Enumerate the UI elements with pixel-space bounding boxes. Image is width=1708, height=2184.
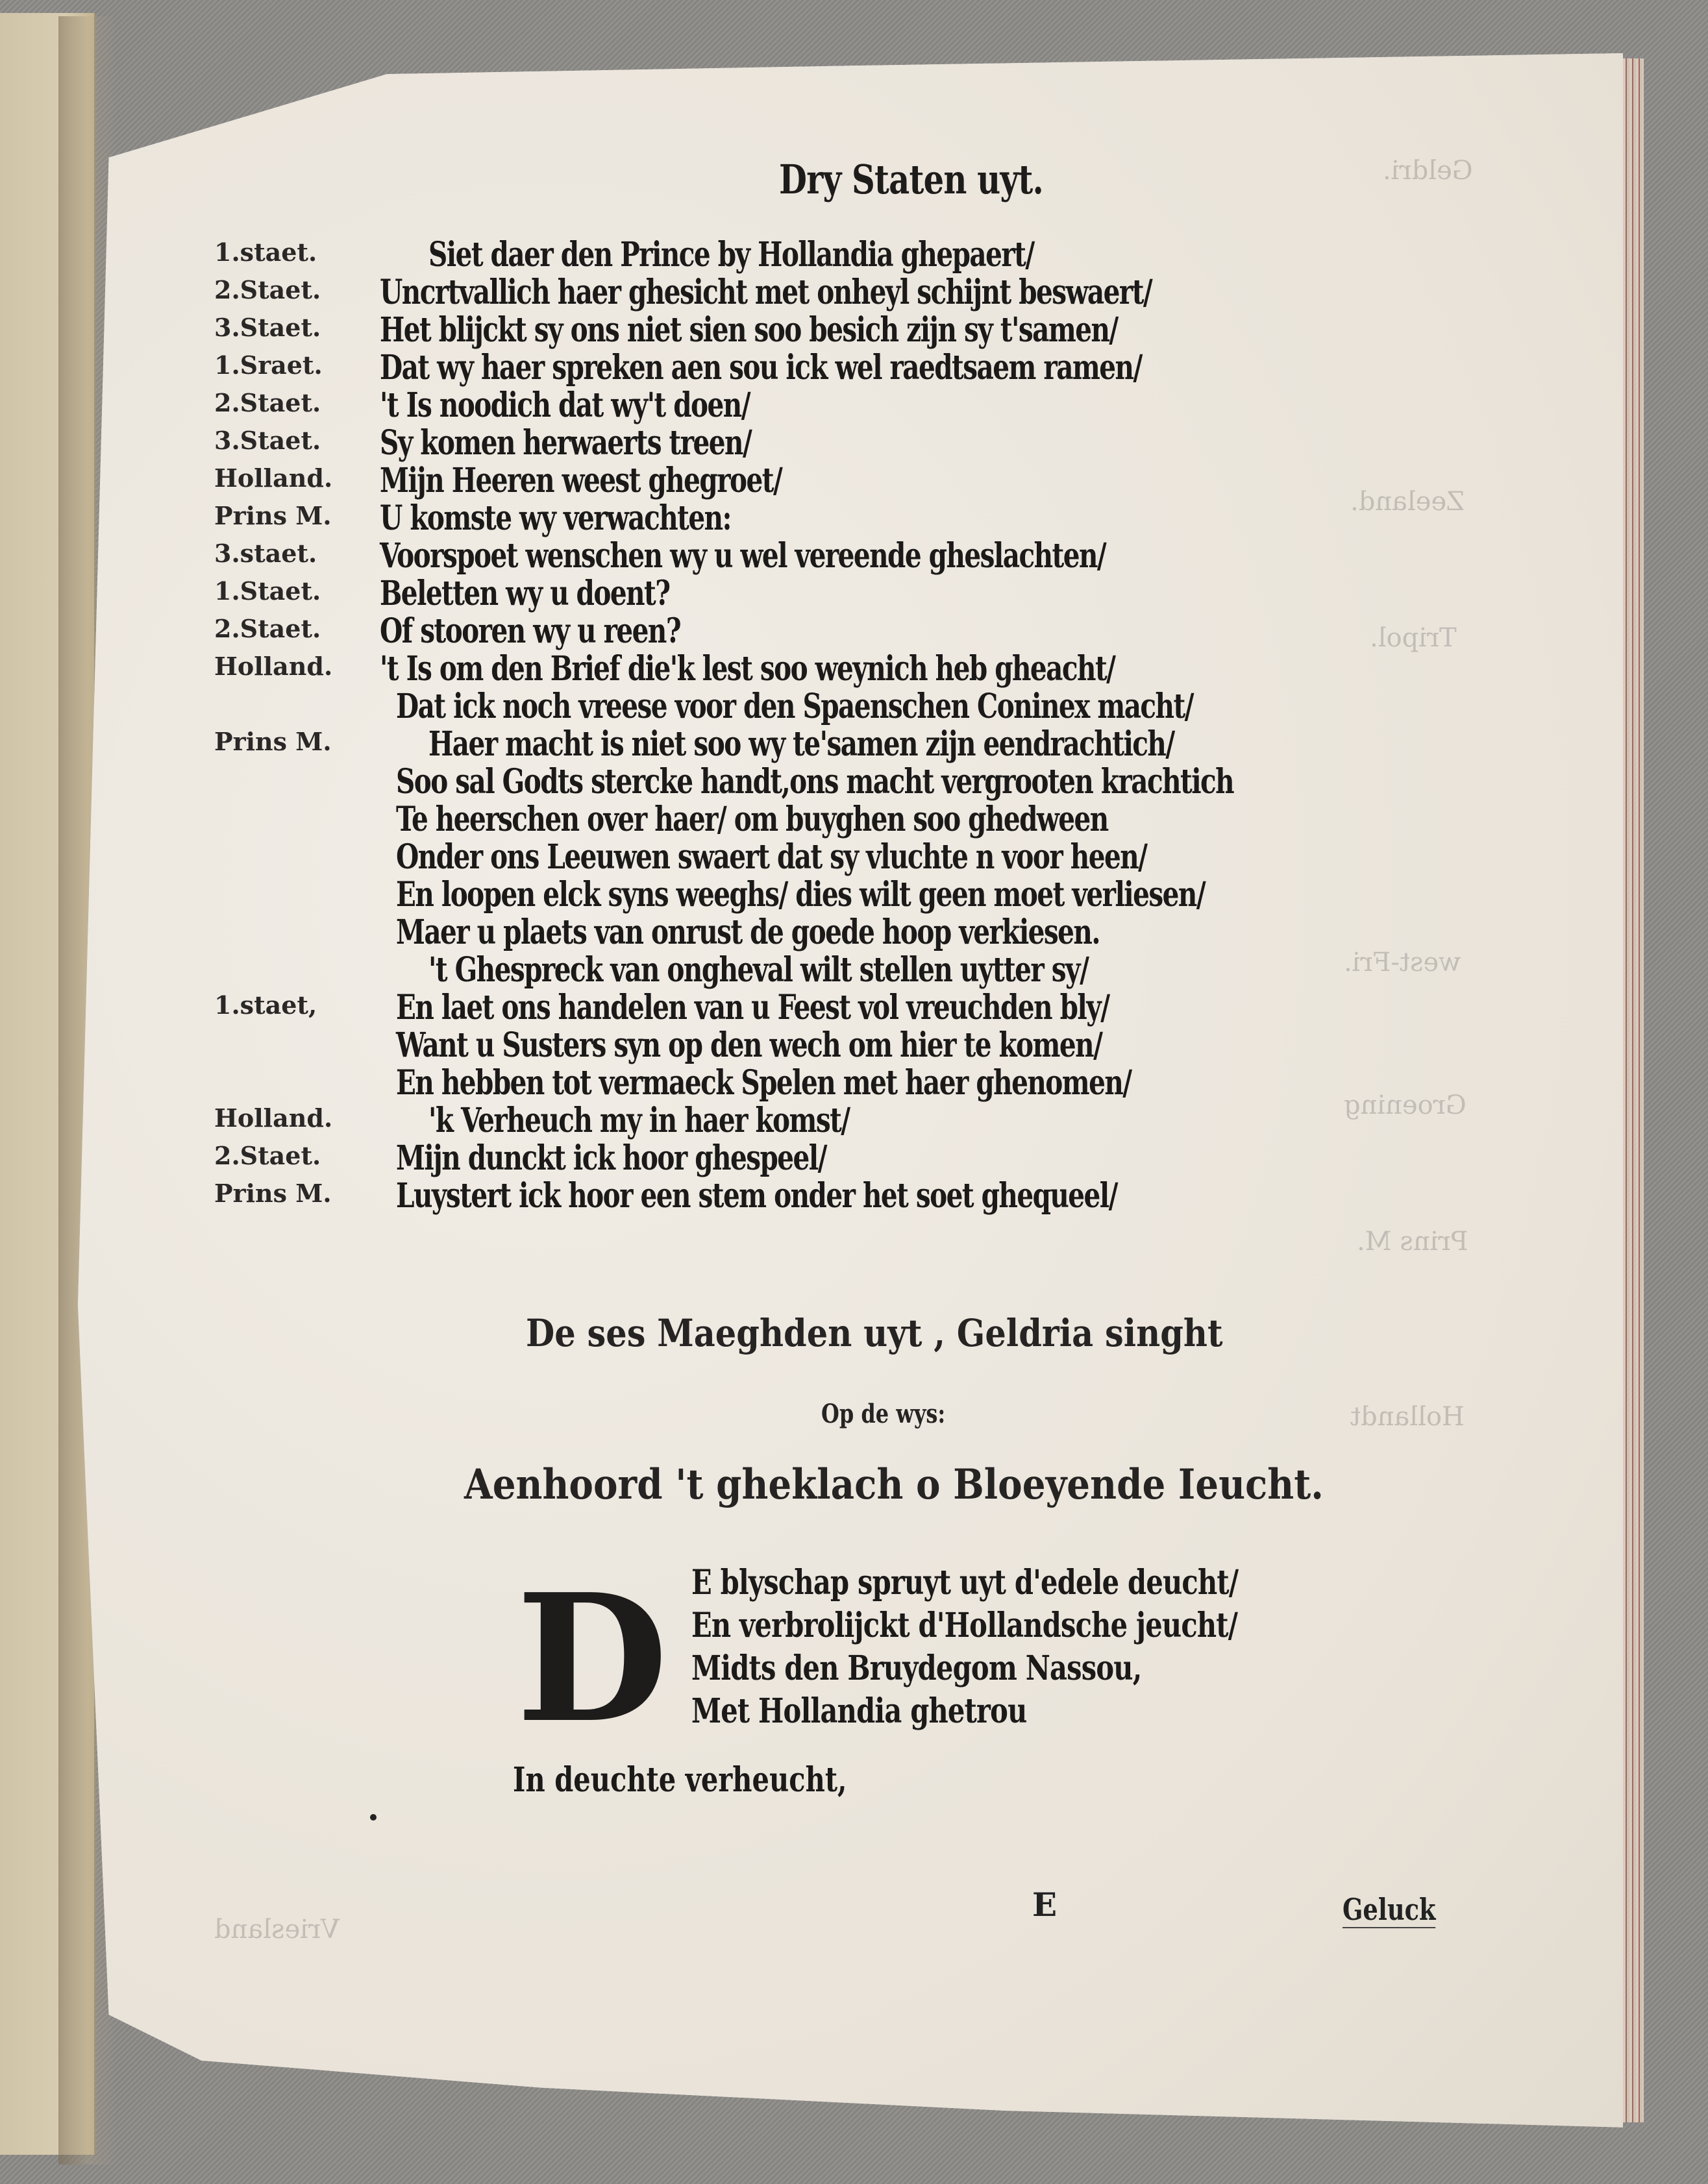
speaker-label: Holland.	[214, 463, 333, 493]
dialogue-line	[214, 875, 1480, 913]
song-line: E blyschap spruyt uyt d'edele deucht/	[691, 1563, 1239, 1602]
verse-text: U komste wy verwachten:	[380, 498, 731, 538]
dialogue-line	[214, 386, 1480, 423]
dialogue-line	[214, 536, 1480, 574]
dialogue-line	[214, 1138, 1480, 1176]
speaker-label: 1.Sraet.	[214, 350, 323, 380]
verse-text: Uncrtvallich haer ghesicht met onheyl schijnt beswaert/	[380, 273, 1152, 312]
tune-label: Op de wys:	[821, 1399, 946, 1429]
ink-spot	[370, 1814, 377, 1821]
dialogue-line	[214, 687, 1480, 724]
song-verse	[691, 1563, 1375, 1734]
dialogue-line	[214, 1025, 1480, 1063]
catchword: Geluck	[1343, 1892, 1436, 1927]
running-head: Dry Staten uyt.	[779, 156, 1043, 203]
dialogue-line	[214, 1063, 1480, 1101]
verse-text: Of stooren wy u reen?	[380, 611, 681, 651]
show-through-text: Vriesland	[214, 1915, 340, 1945]
verse-text: Haer macht is niet soo wy te'samen zijn eendrachtich/	[428, 724, 1174, 764]
signature-mark: E	[1032, 1885, 1058, 1924]
verse-text: Want u Susters syn op den wech om hier te komen/	[396, 1025, 1102, 1065]
verse-text: Het blijckt sy ons niet sien soo besich zijn sy t'samen/	[380, 310, 1118, 350]
dialogue-block	[214, 235, 1480, 1214]
verse-text: 't Is om den Brief die'k lest soo weynich heb gheacht/	[380, 649, 1115, 689]
verse-text: Dat ick noch vreese voor den Spaenschen Coninex macht/	[396, 687, 1193, 726]
speaker-label: 2.Staet.	[214, 614, 321, 643]
verse-text: 'k Verheuch my in haer komst/	[428, 1101, 850, 1140]
dialogue-line	[214, 310, 1480, 348]
show-through-text: west-Fri.	[1344, 948, 1461, 977]
verse-text: 't Ghespreck van ongheval wilt stellen uytter sy/	[428, 950, 1089, 990]
speaker-label: Prins M.	[214, 501, 332, 530]
song-line: In deuchte verheucht,	[513, 1760, 847, 1800]
verse-text: Te heerschen over haer/ om buyghen soo ghedween	[396, 800, 1108, 839]
dialogue-line	[214, 762, 1480, 800]
verse-text: Beletten wy u doent?	[380, 574, 670, 613]
speaker-label: 1.staet.	[214, 238, 317, 267]
verse-text: 't Is noodich dat wy't doen/	[380, 386, 750, 425]
dialogue-line	[214, 800, 1480, 837]
song-line: En verbrolijckt d'Hollandsche jeucht/	[691, 1606, 1238, 1645]
verse-text: Mijn dunckt ick hoor ghespeel/	[396, 1138, 826, 1178]
drop-cap-initial: D	[516, 1555, 669, 1761]
speaker-label: 2.Staet.	[214, 388, 321, 417]
verse-text: En laet ons handelen van u Feest vol vreuchden bly/	[396, 988, 1109, 1027]
song-line: Midts den Bruydegom Nassou,	[691, 1649, 1142, 1688]
dialogue-line	[214, 423, 1480, 461]
speaker-label: 2.Staet.	[214, 275, 321, 304]
dialogue-line	[214, 611, 1480, 649]
dialogue-line	[214, 913, 1480, 950]
dialogue-line	[214, 461, 1480, 498]
verse-text: Luystert ick hoor een stem onder het soet ghequeel/	[396, 1176, 1117, 1216]
speaker-label: 2.Staet.	[214, 1141, 321, 1170]
speaker-label: 3.Staet.	[214, 313, 321, 342]
dialogue-line	[214, 273, 1480, 310]
dialogue-line	[214, 574, 1480, 611]
dialogue-line	[214, 235, 1480, 273]
show-through-text: Prins M.	[1357, 1227, 1468, 1257]
dialogue-line	[214, 1176, 1480, 1214]
song-heading: De ses Maeghden uyt , Geldria singht	[526, 1311, 1223, 1355]
speaker-label: Holland.	[214, 1103, 333, 1133]
tune-name: Aenhoord 't gheklach o Bloeyende Ieucht.	[464, 1460, 1324, 1509]
verse-text: Onder ons Leeuwen swaert dat sy vluchte n voor heen/	[396, 837, 1147, 877]
dialogue-line	[214, 348, 1480, 386]
verse-text: Voorspoet wenschen wy u wel vereende gheslachten/	[380, 536, 1106, 576]
verse-text: Soo sal Godts stercke handt,ons macht vergrooten krachtich	[396, 762, 1234, 802]
verse-text: En loopen elck syns weeghs/ dies wilt geen moet verliesen/	[396, 875, 1206, 914]
show-through-text: Zeeland.	[1350, 487, 1465, 517]
speaker-label: 1.staet,	[214, 990, 317, 1020]
speaker-label: Prins M.	[214, 1179, 332, 1208]
show-through-text: Geldri.	[1383, 156, 1473, 186]
dialogue-line	[214, 988, 1480, 1025]
show-through-text: Groening	[1344, 1090, 1467, 1120]
speaker-label: 3.Staet.	[214, 426, 321, 455]
show-through-text: Hollandt	[1350, 1402, 1465, 1432]
verse-text: En hebben tot vermaeck Spelen met haer ghenomen/	[396, 1063, 1132, 1103]
verse-text: Siet daer den Prince by Hollandia ghepaert/	[428, 235, 1034, 275]
show-through-text: Tripol.	[1370, 623, 1457, 653]
dialogue-line	[214, 950, 1480, 988]
speaker-label: 1.Staet.	[214, 576, 321, 606]
dialogue-line	[214, 498, 1480, 536]
song-line: Met Hollandia ghetrou	[691, 1691, 1027, 1731]
speaker-label: Holland.	[214, 652, 333, 681]
dialogue-line	[214, 1101, 1480, 1138]
speaker-label: 3.staet.	[214, 539, 317, 568]
verse-text: Mijn Heeren weest ghegroet/	[380, 461, 782, 500]
dialogue-line	[214, 724, 1480, 762]
verse-text: Sy komen herwaerts treen/	[380, 423, 752, 463]
dialogue-line	[214, 837, 1480, 875]
dialogue-line	[214, 649, 1480, 687]
verse-text: Maer u plaets van onrust de goede hoop verkiesen.	[396, 913, 1100, 952]
verse-text: Dat wy haer spreken aen sou ick wel raedtsaem ramen/	[380, 348, 1142, 387]
speaker-label: Prins M.	[214, 727, 332, 756]
